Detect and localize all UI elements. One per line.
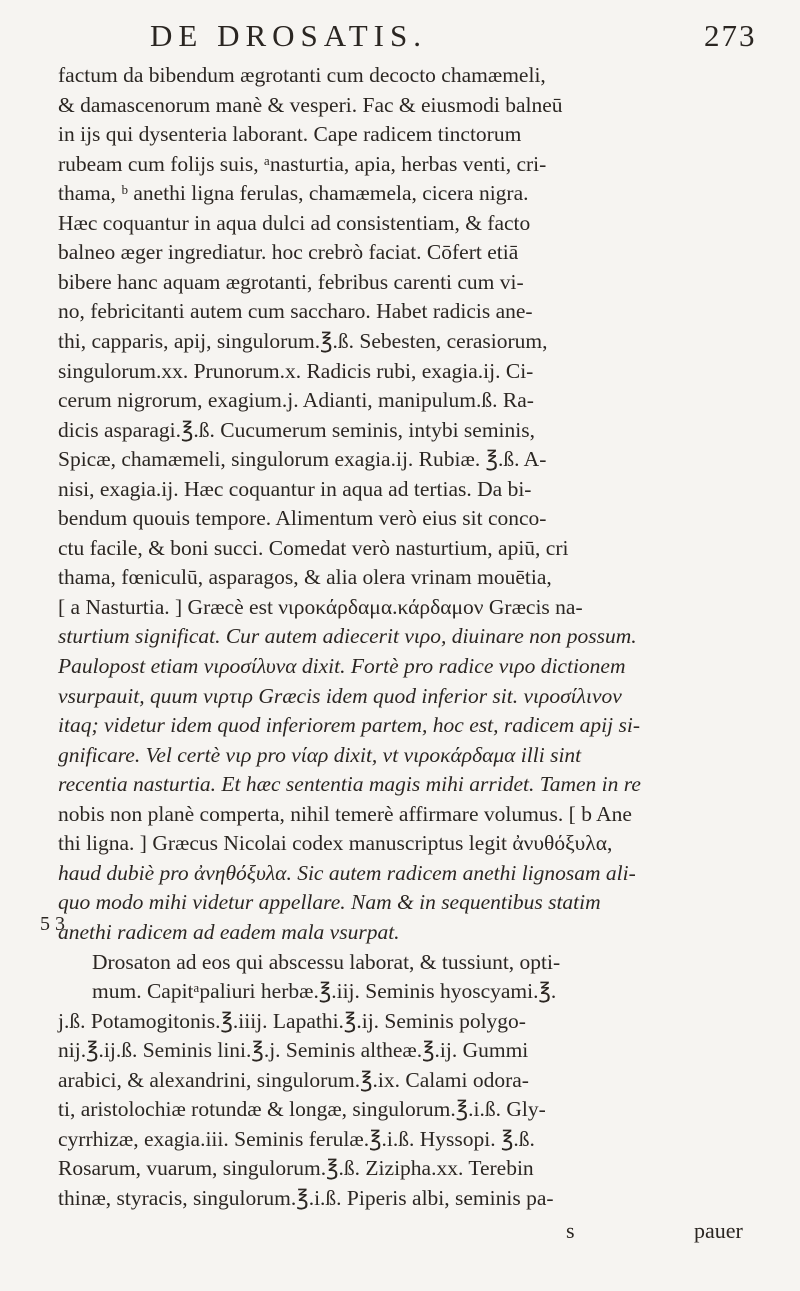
text-line: factum da bibendum ægrotanti cum decocto chamæmeli, — [58, 63, 546, 87]
text-line: [ a Nasturtia. ] Græcè est νιροκάρδαμα.κάρδαμον Græcis na- — [58, 594, 583, 619]
text-line: itaq; videtur idem quod inferiorem partem, hoc est, radicem apij si- — [58, 713, 641, 738]
running-title: DE DROSATIS. — [150, 18, 427, 53]
text-line: cerum nigrorum, exagium.j. Adianti, manipulum.ß. Ra- — [58, 388, 534, 413]
text-line: bendum quouis tempore. Alimentum verò eius sit conco- — [58, 506, 547, 531]
text-line: singulorum.xx. Prunorum.x. Radicis rubi, exagia.ij. Ci- — [58, 358, 534, 383]
text-line: nij.℥.ij.ß. Seminis lini.℥.j. Seminis altheæ.℥.ij. Gummi — [58, 1038, 529, 1063]
text-line: no, febricitanti autem cum saccharo. Habet radicis ane- — [58, 299, 533, 324]
text-line: anethi radicem ad eadem mala vsurpat. — [58, 919, 400, 944]
text-line: recentia nasturtia. Et hæc sententia magis mihi arridet. Tamen in re — [58, 772, 641, 797]
text-line: Hæc coquantur in aqua dulci ad consistentiam, & facto — [58, 210, 531, 235]
text-line: nobis non planè comperta, nihil temerè affirmare volumus. [ b Ane — [58, 801, 632, 826]
text-line: ti, aristolochiæ rotundæ & longæ, singulorum.℥.i.ß. Gly- — [58, 1097, 546, 1122]
text-line: & damascenorum manè & vesperi. Fac & eiusmodi balneū — [58, 92, 563, 117]
text-line: cyrrhizæ, exagia.iii. Seminis ferulæ.℥.i.ß. Hyssopi. ℥.ß. — [58, 1126, 535, 1151]
text-line: rubeam cum folijs suis, ᵃnasturtia, apia, herbas venti, cri- — [58, 151, 547, 176]
text-line: vsurpauit, quum νιρτιρ Græcis idem quod inferior sit. νιροσίλινον — [58, 683, 622, 708]
page-number: 273 — [704, 18, 757, 53]
text-line: Rosarum, vuarum, singulorum.℥.ß. Zizipha.xx. Terebin — [58, 1156, 534, 1181]
catchword: pauer — [694, 1218, 743, 1243]
text-line: Drosaton ad eos qui abscessu laborat, & tussiunt, opti- — [92, 949, 561, 974]
text-line: thama, fœniculū, asparagos, & alia olera vrinam mouētia, — [58, 565, 552, 590]
text-line: in ijs qui dysenteria laborant. Cape radicem tinctorum — [58, 122, 522, 147]
text-line: thi ligna. ] Græcus Nicolai codex manuscriptus legit ἀνυθόξυλα, — [58, 831, 613, 856]
text-line: haud dubiè pro ἀνηθόξυλα. Sic autem radicem anethi lignosam ali- — [58, 860, 636, 885]
text-line: thi, capparis, apij, singulorum.℥.ß. Sebesten, cerasiorum, — [58, 328, 548, 353]
text-line: mum. Capitᵃpaliuri herbæ.℥.iij. Seminis hyoscyami.℥. — [92, 979, 557, 1004]
text-line: dicis asparagi.℥.ß. Cucumerum seminis, intybi seminis, — [58, 417, 535, 442]
text-line: thinæ, styracis, singulorum.℥.i.ß. Piperis albi, seminis pa- — [58, 1185, 554, 1210]
text-line: Paulopost etiam νιροσίλυνα dixit. Fortè pro radice νιρο dictionem — [58, 654, 626, 678]
text-line: thama, ᵇ anethi ligna ferulas, chamæmela, cicera nigra. — [58, 181, 529, 206]
text-line: arabici, & alexandrini, singulorum.℥.ix. Calami odora- — [58, 1067, 529, 1092]
text-line: gnificare. Vel certè νιρ pro νίαρ dixit, vt νιροκάρδαμα illi sint — [58, 742, 582, 767]
running-header — [0, 18, 800, 58]
text-line: bibere hanc aquam ægrotanti, febribus carenti cum vi- — [58, 269, 524, 294]
text-line: sturtium significat. Cur autem adiecerit νιρο, diuinare non possum. — [58, 624, 637, 649]
text-line: ctu facile, & boni succi. Comedat verò nasturtium, apiū, cri — [58, 535, 569, 560]
text-line: quo modo mihi videtur appellare. Nam & in sequentibus statim — [58, 890, 601, 915]
margin-section-number: 5 3 — [40, 913, 65, 935]
text-line: balneo æger ingrediatur. hoc crebrò faciat. Cōfert etiā — [58, 240, 519, 265]
text-line: Spicæ, chamæmeli, singulorum exagia.ij. Rubiæ. ℥.ß. A- — [58, 447, 547, 472]
signature-mark: s — [566, 1218, 575, 1243]
text-line: j.ß. Potamogitonis.℥.iiij. Lapathi.℥.ij. Seminis polygo- — [58, 1008, 526, 1033]
text-line: nisi, exagia.ij. Hæc coquantur in aqua ad tertias. Da bi- — [58, 476, 532, 501]
